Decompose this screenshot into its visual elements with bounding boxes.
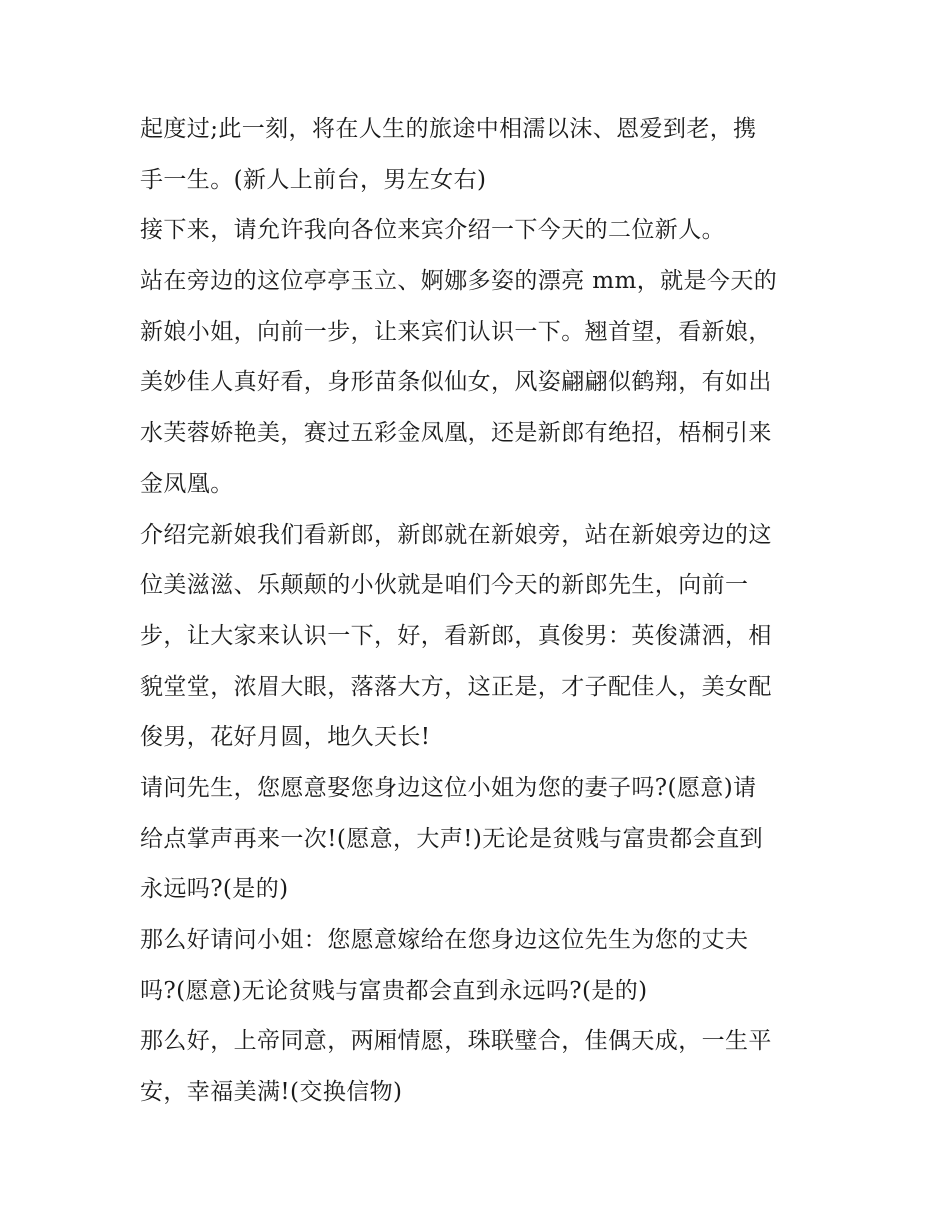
text-line-8: 金凤凰。 <box>140 470 234 497</box>
text-line-18: 吗?(愿意)无论贫贱与富贵都会直到永远吗?(是的) <box>140 977 648 1004</box>
text-line-14: 请问先生，您愿意娶您身边这位小姐为您的妻子吗?(愿意)请 <box>140 774 757 801</box>
text-line-17: 那么好请问小姐：您愿意嫁给在您身边这位先生为您的丈夫 <box>140 927 749 953</box>
text-line-1: 起度过;此一刻，将在人生的旅途中相濡以沫、恩爱到老，携 <box>140 116 757 142</box>
text-line-10: 位美滋滋、乐颠颠的小伙就是咱们今天的新郎先生，向前一 <box>140 572 749 599</box>
text-line-5: 新娘小姐，向前一步，让来宾们认识一下。翘首望，看新娘， <box>140 318 772 345</box>
text-line-3: 接下来，请允许我向各位来宾介绍一下今天的二位新人。 <box>140 217 725 244</box>
text-line-19: 那么好，上帝同意，两厢情愿，珠联璧合，佳偶天成，一生平 <box>140 1028 772 1055</box>
text-line-4: 站在旁边的这位亭亭玉立、婀娜多姿的漂亮 mm，就是今天的 <box>140 268 778 295</box>
text-line-12: 貌堂堂，浓眉大眼，落落大方，这正是，才子配佳人，美女配 <box>140 673 772 700</box>
text-line-16: 永远吗?(是的) <box>140 876 289 903</box>
text-line-7: 水芙蓉娇艳美，赛过五彩金凤凰，还是新郎有绝招，梧桐引来 <box>140 420 772 447</box>
document-body <box>140 104 820 1118</box>
text-line-13: 俊男，花好月圆，地久天长! <box>140 724 431 751</box>
text-line-2: 手一生。(新人上前台，男左女右) <box>140 166 487 193</box>
text-line-11: 步，让大家来认识一下，好，看新郎，真俊男：英俊潇洒，相 <box>140 622 772 649</box>
text-line-20: 安，幸福美满!(交换信物) <box>140 1079 403 1106</box>
text-line-15: 给点掌声再来一次!(愿意，大声!)无论是贫贱与富贵都会直到 <box>140 825 764 852</box>
text-line-9: 介绍完新娘我们看新郎，新郎就在新娘旁，站在新娘旁边的这 <box>140 521 772 548</box>
text-line-6: 美妙佳人真好看，身形苗条似仙女，风姿翩翩似鹤翔，有如出 <box>140 369 772 396</box>
